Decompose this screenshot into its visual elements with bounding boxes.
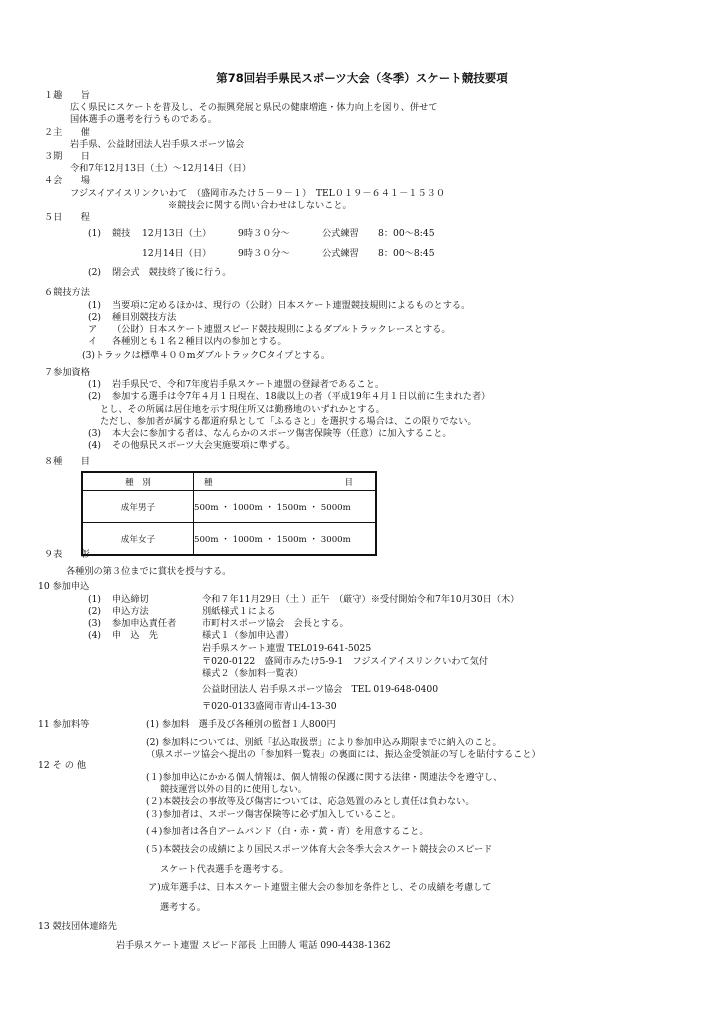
schedule-time: 9時３０分～ bbox=[238, 228, 290, 239]
item-num: (3) bbox=[88, 428, 102, 439]
table-cell-category: 成年女子 bbox=[82, 523, 194, 556]
table-header-category: 種 別 bbox=[82, 472, 194, 491]
section-12-text: (１)参加申込にかかる個人情報は、個人情報の保護に関する法律・関連法令を遵守し、 bbox=[146, 772, 503, 783]
schedule-practice: 公式練習 bbox=[322, 228, 359, 239]
section-12-text: (３)参加者は、スポーツ傷害保険等に必ず加入していること。 bbox=[146, 809, 401, 820]
table-cell-category: 成年男子 bbox=[82, 491, 194, 523]
item-num: (1) bbox=[88, 594, 102, 605]
table-header-events-a: 種 bbox=[204, 477, 213, 488]
item-num: (2) bbox=[88, 391, 102, 402]
section-1-text: 国体選手の選考を行うものである。 bbox=[70, 114, 217, 125]
section-6-text: 当要項に定めるほかは、現行の（公財）日本スケート連盟競技規則によるものとする。 bbox=[112, 300, 471, 311]
schedule-practice-time: 8：00～8:45 bbox=[378, 228, 435, 239]
schedule-practice: 公式練習 bbox=[322, 248, 359, 259]
table-header-events-b: 目 bbox=[344, 477, 353, 488]
schedule-date: 12月14日（日） bbox=[142, 248, 212, 259]
section-12-text: (４)参加者は各自アームバンド（白・赤・黄・青）を用意すること。 bbox=[146, 826, 429, 837]
section-4-text: フジスイアイスリンクいわて （盛岡市みたけ５－９－１） TEL０１９－６４１－１５３０ bbox=[70, 188, 446, 199]
section-12-text: (５)本競技会の成績により国民スポーツ体育大会冬季大会スケート競技会のスピード bbox=[146, 844, 493, 855]
schedule-practice-time: 8：00～8:45 bbox=[378, 248, 435, 259]
section-7-text: 岩手県民で、令和7年度岩手県スケート連盟の登録者であること。 bbox=[112, 379, 385, 390]
page-title: 第78回岩手県民スポーツ大会（冬季）スケート競技要項 bbox=[216, 71, 508, 85]
section-6-heading: ６競技方法 bbox=[44, 287, 90, 298]
table-cell-events: 500m ・ 1000m ・ 1500m ・ 5000m bbox=[194, 491, 377, 523]
entry-value: 岩手県スケート連盟 TEL019-641-5025 bbox=[202, 643, 372, 654]
schedule-num: (2) bbox=[88, 267, 102, 278]
entry-value: 別紙様式１による bbox=[202, 606, 276, 617]
entry-label: 申込方法 bbox=[112, 606, 149, 617]
table-cell-events: 500m ・ 1000m ・ 1500m ・ 3000m bbox=[194, 523, 377, 556]
events-table bbox=[81, 471, 377, 556]
section-4-note: ※競技会に関する問い合わせはしないこと。 bbox=[168, 200, 352, 211]
section-4-heading: ４会 場 bbox=[44, 175, 90, 186]
section-9-text: 各種別の第３位までに賞状を授与する。 bbox=[66, 566, 232, 577]
item-num: (4) bbox=[88, 630, 102, 641]
section-7-text: ただし、参加者が属する都道府県として「ふるさと」を選択する場合は、この限りでない。 bbox=[100, 416, 477, 427]
item-num: (2) bbox=[88, 312, 102, 323]
section-6-text: (3)トラックは標準４００mダブルトラックCタイプとする。 bbox=[82, 350, 331, 361]
section-12-text: 選考する。 bbox=[160, 902, 206, 913]
item-num: (4) bbox=[88, 440, 102, 451]
section-1-text: 広く県民にスケートを普及し、その振興発展と県民の健康増進・体力向上を図り、併せて bbox=[70, 102, 438, 113]
section-6-text: （公財）日本スケート連盟スピード競技規則によるダブルトラックレースとする。 bbox=[112, 324, 451, 335]
section-9-heading: ９表 彰 bbox=[44, 549, 90, 560]
table-row bbox=[82, 523, 376, 556]
section-2-text: 岩手県、公益財団法人岩手県スポーツ協会 bbox=[70, 139, 245, 150]
section-12-text: (２)本競技会の事故等及び傷害については、応急処置のみとし責任は負わない。 bbox=[146, 796, 475, 807]
section-12-text: 競技運営以外の目的に使用しない。 bbox=[160, 784, 307, 795]
entry-value: 〒020-0133盛岡市青山4-13-30 bbox=[202, 701, 337, 712]
entry-value: 令和７年11月29日（土 ）正午 （厳守）※受付開始令和7年10月30日（木） bbox=[202, 594, 520, 605]
section-7-heading: ７参加資格 bbox=[44, 367, 90, 378]
item-num: (3) bbox=[88, 618, 102, 629]
section-3-text: 令和7年12月13日（土）～12月14日（日） bbox=[70, 163, 252, 174]
section-11-text: (1) 参加料 選手及び各種別の監督１人800円 bbox=[146, 719, 336, 730]
table-header-row bbox=[82, 472, 376, 491]
section-11-text: (2) 参加料については、別紙「払込取扱票」により参加申込み期限までに納入のこと。 bbox=[146, 737, 502, 748]
section-12-text: スケート代表選手を選考する。 bbox=[160, 864, 289, 875]
entry-label: 申 込 先 bbox=[112, 630, 158, 641]
section-5-heading: ５日 程 bbox=[44, 212, 90, 223]
schedule-date: 12月13日（土） bbox=[142, 228, 212, 239]
section-13-heading: 13 競技団体連絡先 bbox=[38, 921, 117, 932]
section-8-heading: ８種 目 bbox=[44, 456, 90, 467]
section-7-text: 本大会に参加する者は、なんらかのスポーツ傷害保険等（任意）に加入すること。 bbox=[112, 428, 452, 439]
section-11-heading: 11 参加料等 bbox=[38, 719, 90, 730]
section-10-heading: 10 参加申込 bbox=[38, 581, 90, 592]
section-2-heading: ２主 催 bbox=[44, 127, 90, 138]
section-7-text: とし、その所属は居住地を示す現住所又は勤務地のいずれかとする。 bbox=[100, 404, 385, 415]
section-7-text: その他県民スポーツ大会実施要項に準ずる。 bbox=[112, 440, 296, 451]
section-6-text: 種目別競技方法 bbox=[112, 312, 177, 323]
schedule-label: 競技 bbox=[112, 228, 131, 239]
item-num: (1) bbox=[88, 300, 102, 311]
item-num: (2) bbox=[88, 606, 102, 617]
schedule-num: (1) bbox=[88, 228, 102, 239]
item-num: ア bbox=[88, 324, 98, 335]
entry-value: 〒020-0122 盛岡市みたけ5-9-1 フジスイアイスリンクいわて気付 bbox=[202, 656, 489, 667]
schedule-time: 9時３０分～ bbox=[238, 248, 290, 259]
section-11-text: （県スポーツ協会へ提出の「参加料一覧表」の裏面には、振込金受領証の写しを貼付すること） bbox=[146, 749, 541, 760]
section-1-heading: １趣 旨 bbox=[44, 90, 90, 101]
entry-label: 参加申込責任者 bbox=[112, 618, 177, 629]
section-12-text: ア)成年選手は、日本スケート連盟主催大会の参加を条件とし、その成績を考慮して bbox=[148, 882, 492, 893]
item-num: イ bbox=[88, 336, 98, 347]
entry-value: 公益財団法人 岩手県スポーツ協会 TEL 019-648-0400 bbox=[202, 684, 439, 695]
schedule-closing: 閉会式 競技終了後に行う。 bbox=[112, 267, 232, 278]
table-row bbox=[82, 491, 376, 523]
section-7-text: 参加する選手は令7年４月１日現在、18歳以上の者（平成19年４月１日以前に生まれた者） bbox=[112, 391, 491, 402]
section-13-text: 岩手県スケート連盟 スピード部長 上田勝人 電話 090-4438-1362 bbox=[116, 940, 391, 951]
section-3-heading: ３期 日 bbox=[44, 151, 90, 162]
section-12-heading: 12 そ の 他 bbox=[38, 760, 87, 771]
section-6-text: 各種別とも１名２種目以内の参加とする。 bbox=[112, 336, 287, 347]
entry-value: 様式２（参加料一覧表） bbox=[202, 668, 304, 679]
table-header-events bbox=[194, 472, 377, 491]
entry-value: 市町村スポーツ協会 会長とする。 bbox=[202, 618, 349, 629]
entry-value: 様式１（参加申込書） bbox=[202, 630, 294, 641]
item-num: (1) bbox=[88, 379, 102, 390]
entry-label: 申込締切 bbox=[112, 594, 149, 605]
